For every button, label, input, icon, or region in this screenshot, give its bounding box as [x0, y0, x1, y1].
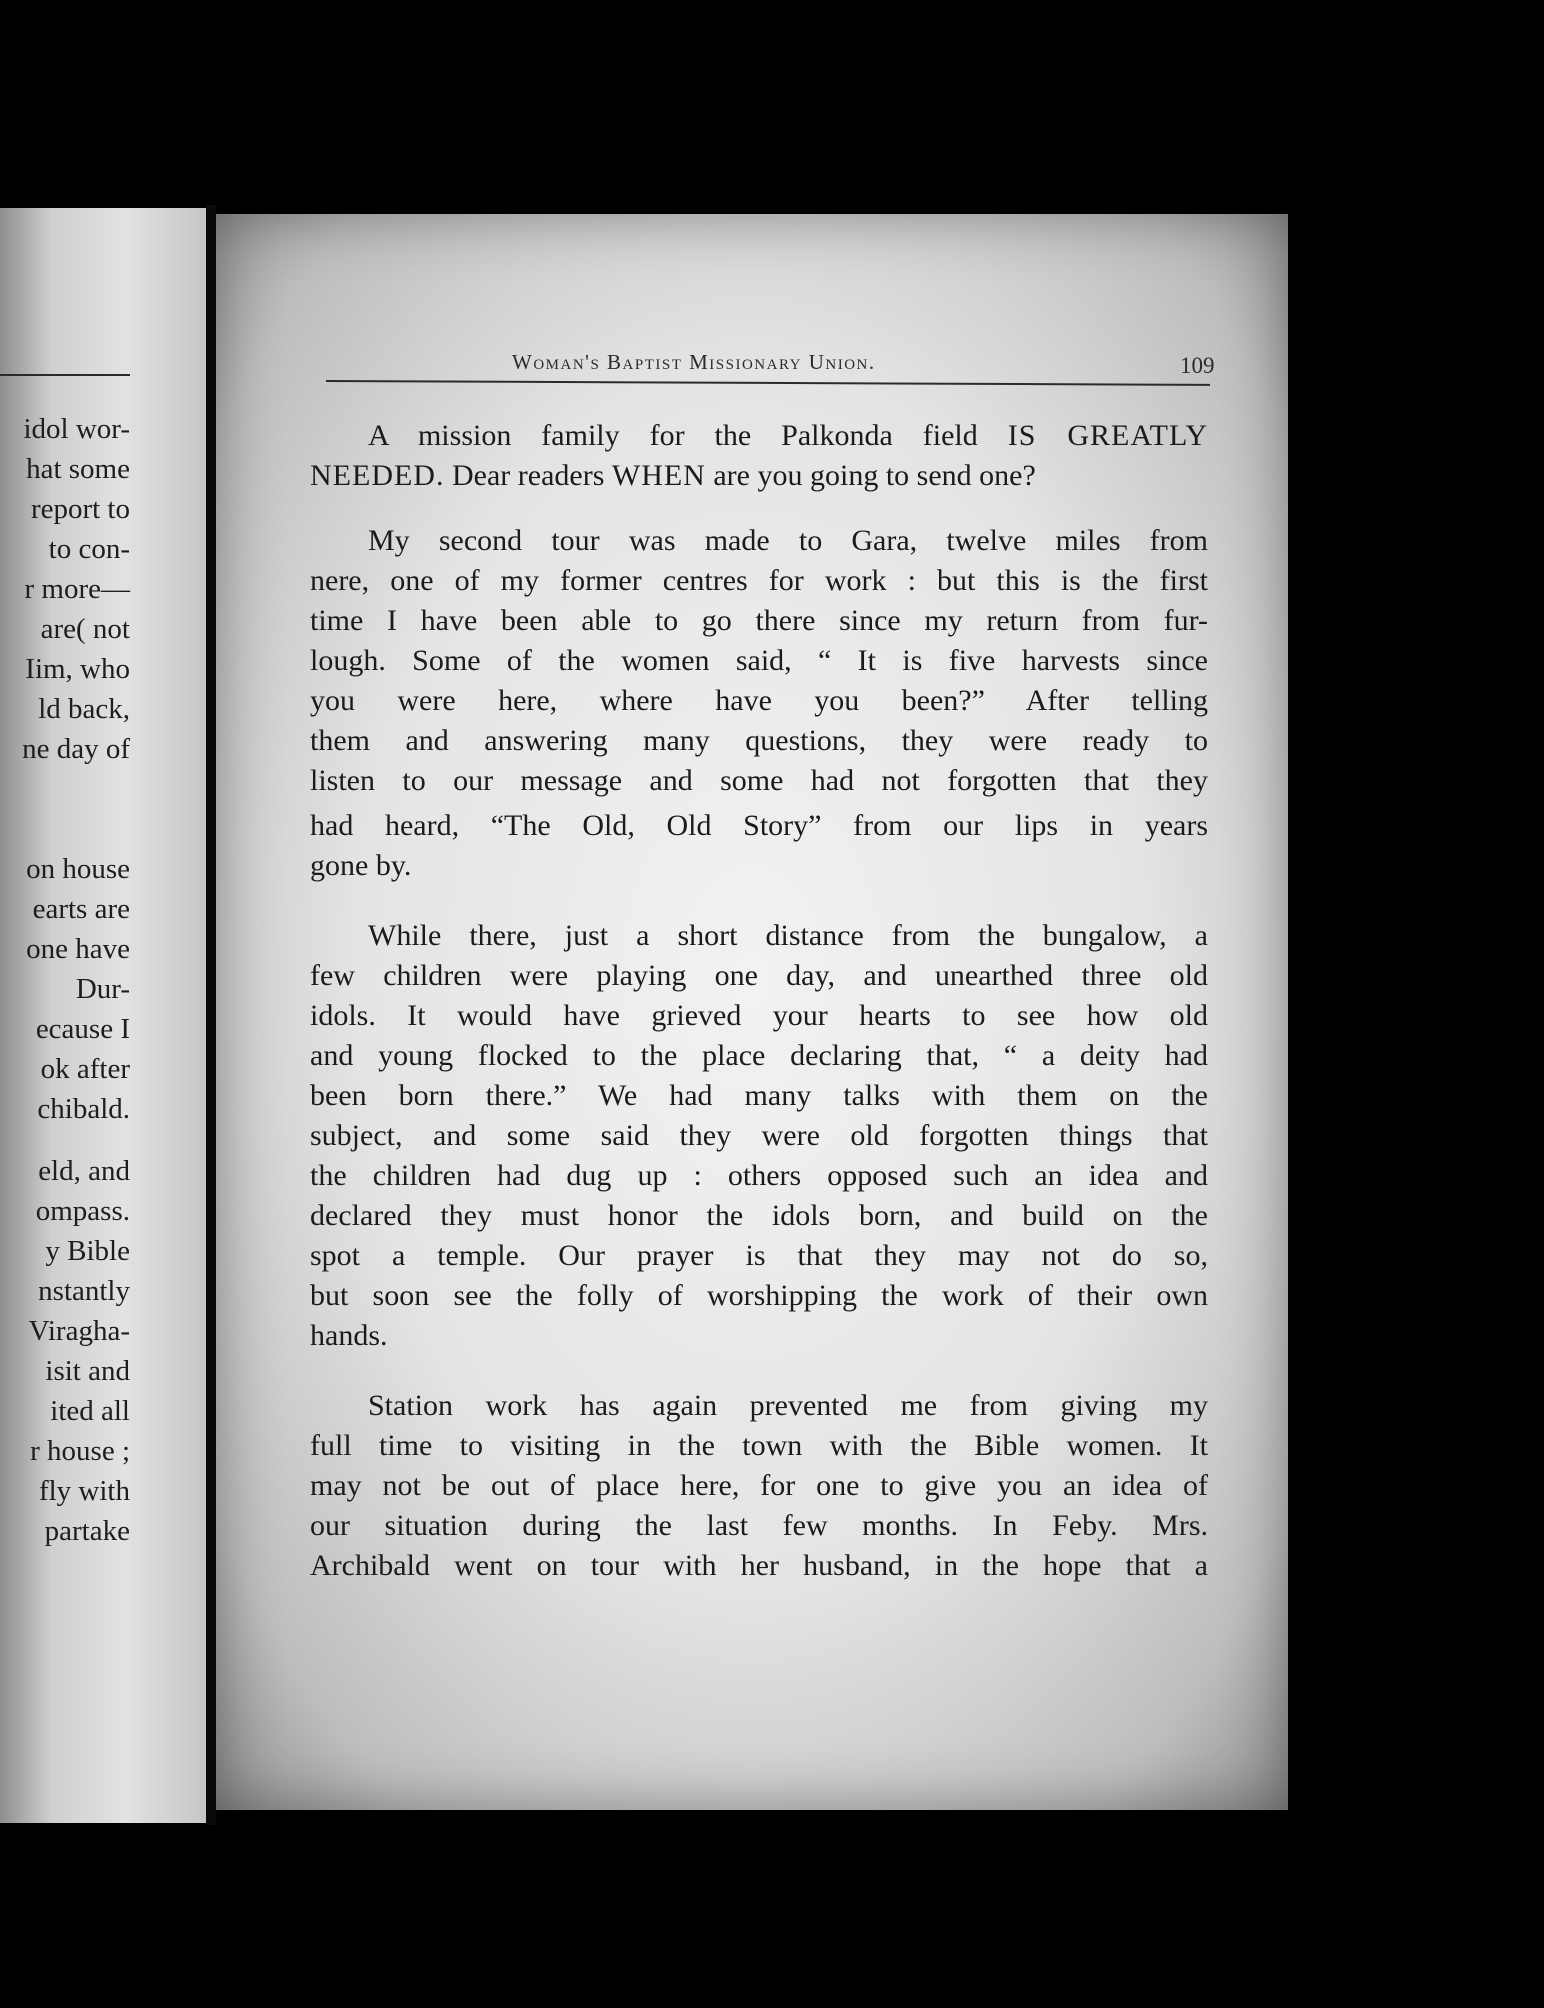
- left-page-line: r more—: [24, 573, 130, 605]
- left-page-line: idol wor-: [23, 413, 130, 445]
- text-run: but soon see the folly of worshipping the work of their own: [310, 1279, 1208, 1312]
- left-page-line: r house ;: [30, 1435, 130, 1467]
- left-page-line: hat some: [26, 453, 130, 485]
- text-line: [310, 1429, 1208, 1463]
- text-line: [310, 1119, 1208, 1153]
- running-head: Woman's Baptist Missionary Union.: [512, 350, 876, 374]
- text-line: [310, 959, 1208, 993]
- left-page-line: Viragha-: [28, 1315, 130, 1347]
- text-run: lough. Some of the women said, “ It is five harvests since: [310, 644, 1208, 677]
- book-gutter: [206, 205, 216, 1825]
- text-line: [310, 459, 1208, 493]
- text-line: [310, 684, 1208, 718]
- text-line: [310, 724, 1208, 758]
- text-run: been born there.” We had many talks with them on the: [310, 1079, 1208, 1112]
- text-line: [310, 419, 1208, 453]
- left-page-line: ecause I: [35, 1013, 130, 1045]
- text-run: time I have been able to go there since my return from fur-: [310, 604, 1208, 637]
- left-page-line: fly with: [38, 1475, 130, 1507]
- text-line: [310, 1509, 1208, 1543]
- text-line: [310, 1319, 1208, 1353]
- text-run: subject, and some said they were old forgotten things that: [310, 1119, 1208, 1152]
- left-page-line: eld, and: [38, 1155, 130, 1187]
- text-run: While there, just a short distance from the bungalow, a: [368, 919, 1208, 952]
- left-page-line: are( not: [40, 613, 130, 645]
- header-rule: [326, 380, 1210, 386]
- text-run: A mission family for the Palkonda field: [368, 419, 1008, 452]
- left-page-line: ompass.: [35, 1195, 130, 1227]
- emphasis-text: IS GREATLY: [1007, 419, 1208, 452]
- page-number: 109: [1180, 353, 1215, 378]
- left-page-line: on house: [26, 853, 130, 885]
- left-page-line: nstantly: [38, 1275, 130, 1307]
- right-page: [216, 214, 1288, 1810]
- text-line: [310, 524, 1208, 558]
- text-line: [310, 764, 1208, 798]
- text-run: full time to visiting in the town with the Bible women. It: [310, 1429, 1208, 1462]
- text-run: you were here, where have you been?” After telling: [310, 684, 1208, 717]
- text-run: the children had dug up : others opposed such an idea and: [310, 1159, 1208, 1192]
- text-run: Dear readers: [444, 459, 612, 492]
- emphasis-text: NEEDED.: [310, 459, 445, 492]
- text-line: [310, 849, 1208, 883]
- left-page-line: isit and: [45, 1355, 130, 1387]
- left-page-line: ited all: [50, 1395, 130, 1427]
- left-page-line: ld back,: [38, 693, 130, 725]
- text-run: listen to our message and some had not forgotten that they: [310, 764, 1208, 797]
- text-run: few children were playing one day, and unearthed three old: [310, 959, 1208, 992]
- text-run: declared they must honor the idols born, and build on the: [310, 1199, 1208, 1232]
- text-run: and young flocked to the place declaring that, “ a deity had: [310, 1039, 1208, 1072]
- text-run: spot a temple. Our prayer is that they may not do so,: [310, 1239, 1208, 1272]
- left-page-line: Dur-: [75, 973, 130, 1005]
- text-run: Archibald went on tour with her husband, in the hope that a: [310, 1549, 1208, 1582]
- left-page-line: report to: [30, 493, 130, 525]
- left-page-line: ne day of: [22, 733, 130, 765]
- text-run: may not be out of place here, for one to give you an idea of: [310, 1469, 1208, 1502]
- text-line: [310, 809, 1208, 843]
- text-line: [310, 604, 1208, 638]
- left-page-line: earts are: [32, 893, 130, 925]
- text-line: [310, 644, 1208, 678]
- text-line: [310, 1199, 1208, 1233]
- left-page: [0, 208, 206, 1823]
- text-run: nere, one of my former centres for work : but this is the first: [310, 564, 1208, 597]
- text-line: [310, 1469, 1208, 1503]
- left-page-line: to con-: [48, 533, 130, 565]
- left-page-line: y Bible: [45, 1235, 130, 1267]
- emphasis-text: WHEN: [611, 459, 706, 492]
- text-line: [310, 1549, 1208, 1583]
- left-page-line: ok after: [40, 1053, 130, 1085]
- text-run: gone by.: [310, 849, 412, 882]
- left-page-line: partake: [44, 1515, 130, 1547]
- left-page-header-rule: [0, 374, 130, 376]
- text-run: them and answering many questions, they were ready to: [310, 724, 1208, 757]
- text-line: [310, 999, 1208, 1033]
- text-line: [310, 1039, 1208, 1073]
- text-run: are you going to send one?: [705, 459, 1036, 492]
- text-run: hands.: [310, 1319, 388, 1352]
- text-line: [310, 1079, 1208, 1113]
- text-run: had heard, “The Old, Old Story” from our lips in years: [310, 809, 1208, 842]
- text-line: [310, 1159, 1208, 1193]
- text-line: [310, 1389, 1208, 1423]
- text-run: My second tour was made to Gara, twelve miles from: [368, 524, 1208, 557]
- left-page-line: Iim, who: [25, 653, 130, 685]
- text-line: [310, 1279, 1208, 1313]
- left-page-line: one have: [26, 933, 130, 965]
- text-run: idols. It would have grieved your hearts to see how old: [310, 999, 1208, 1032]
- text-line: [310, 919, 1208, 953]
- text-line: [310, 564, 1208, 598]
- text-run: Station work has again prevented me from giving my: [368, 1389, 1208, 1422]
- left-page-line: chibald.: [37, 1093, 130, 1125]
- text-run: our situation during the last few months. In Feby. Mrs.: [310, 1509, 1208, 1542]
- text-line: [310, 1239, 1208, 1273]
